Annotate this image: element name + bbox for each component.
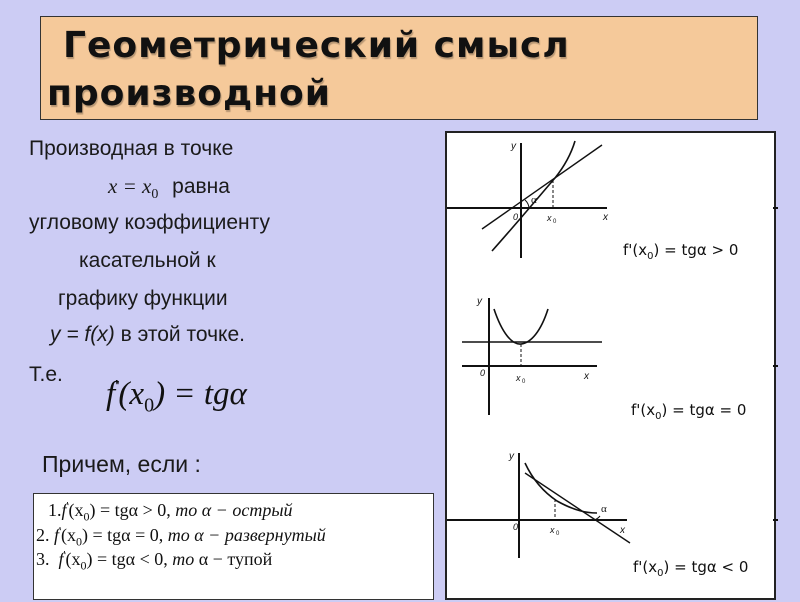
condition-sub: 0 (76, 534, 82, 549)
condition-sub: 0 (83, 509, 90, 524)
condition-prime: ' (66, 500, 69, 512)
formula-prime: ' (115, 376, 119, 396)
origin-label: 0 (513, 522, 519, 532)
alpha-label: α (531, 194, 537, 206)
moreover-label: Причем, если : (42, 451, 201, 477)
caption-pre: f'(x (633, 558, 658, 576)
condition-2 (36, 525, 326, 550)
definition-rest: равна (172, 175, 230, 198)
definition-line-6 (50, 323, 245, 347)
main-formula (106, 376, 247, 418)
condition-arg: (x (61, 525, 76, 545)
alpha-label: α (601, 503, 607, 515)
definition-line-6-rest: в этой точке. (120, 323, 245, 346)
graph-negative (447, 451, 778, 558)
condition-num: 3. (36, 549, 50, 569)
caption-sub: 0 (655, 411, 662, 422)
origin-label: 0 (480, 368, 486, 378)
definition-line-3: угловому коэффициенту (29, 211, 270, 234)
condition-then: то (172, 549, 195, 569)
conditions-box (33, 493, 434, 600)
title-line-1: Геометрический смысл (63, 25, 570, 66)
condition-then: то (167, 525, 190, 545)
x-axis-label: x (603, 212, 608, 223)
y-axis-label: y (511, 141, 516, 152)
condition-result: α − тупой (198, 549, 273, 569)
condition-1 (48, 500, 293, 525)
math-sub-0: 0 (151, 187, 159, 203)
condition-rest: ) = tgα > 0, (89, 500, 171, 520)
caption-post: ) = tgα > 0 (653, 241, 739, 259)
condition-f: f (58, 549, 64, 569)
definition-line-4: касательной к (79, 249, 216, 272)
x0-label: x (516, 373, 521, 383)
condition-result: α − острый (201, 500, 293, 520)
graph-zero (462, 296, 778, 415)
formula-sub: 0 (144, 394, 155, 417)
definition-line-2 (108, 174, 230, 203)
caption-zero (631, 401, 746, 422)
formula-open: (x (118, 376, 145, 412)
graphs-svg (447, 133, 778, 602)
x0-sub: 0 (522, 379, 526, 385)
condition-arg: (x (68, 500, 84, 520)
y-axis-label: y (509, 451, 514, 462)
origin-label: 0 (513, 212, 519, 222)
x0-label: x (547, 213, 552, 223)
condition-sub: 0 (80, 558, 87, 573)
x0-label: x (550, 525, 555, 535)
y-axis-label: y (477, 296, 482, 307)
caption-pre: f'(x (623, 241, 648, 259)
caption-post: ) = tgα = 0 (661, 401, 747, 419)
condition-f: f (61, 500, 67, 520)
formula-f: f (106, 376, 116, 412)
condition-prime: ' (63, 549, 66, 561)
ie-label: Т.е. (29, 363, 63, 386)
condition-3 (36, 549, 272, 574)
x-axis-label: x (584, 371, 589, 382)
x0-sub: 0 (553, 219, 557, 225)
caption-positive (623, 241, 738, 262)
definition-line-5: графику функции (58, 287, 228, 310)
definition-line-1: Производная в точке (29, 137, 234, 160)
tangent-line (525, 473, 630, 543)
title-line-2: производной (47, 73, 331, 114)
condition-prime: ' (59, 525, 61, 537)
graph-panel (445, 131, 776, 600)
math-x-equals: x = x (108, 174, 152, 198)
condition-f: f (54, 525, 60, 545)
condition-num: 2. (36, 525, 50, 545)
condition-then: то (175, 500, 198, 520)
x-axis-label: x (620, 525, 625, 536)
caption-sub: 0 (657, 568, 664, 579)
caption-post: ) = tgα < 0 (663, 558, 749, 576)
condition-arg: (x (65, 549, 81, 569)
function-curve (494, 309, 548, 344)
caption-pre: f'(x (631, 401, 656, 419)
formula-rest: ) = tgα (154, 376, 247, 412)
condition-rest: ) = tgα = 0, (82, 525, 164, 545)
angle-arc (525, 200, 529, 208)
caption-negative (633, 558, 748, 579)
condition-result: α − развернутый (194, 525, 326, 545)
title-box (40, 16, 758, 120)
function-curve (525, 463, 597, 513)
condition-rest: ) = tgα < 0, (86, 549, 168, 569)
math-y-fx: y = f(x) (50, 323, 115, 346)
tangent-line (482, 145, 602, 229)
x0-sub: 0 (556, 531, 560, 537)
condition-num: 1. (48, 500, 62, 520)
caption-sub: 0 (647, 251, 654, 262)
